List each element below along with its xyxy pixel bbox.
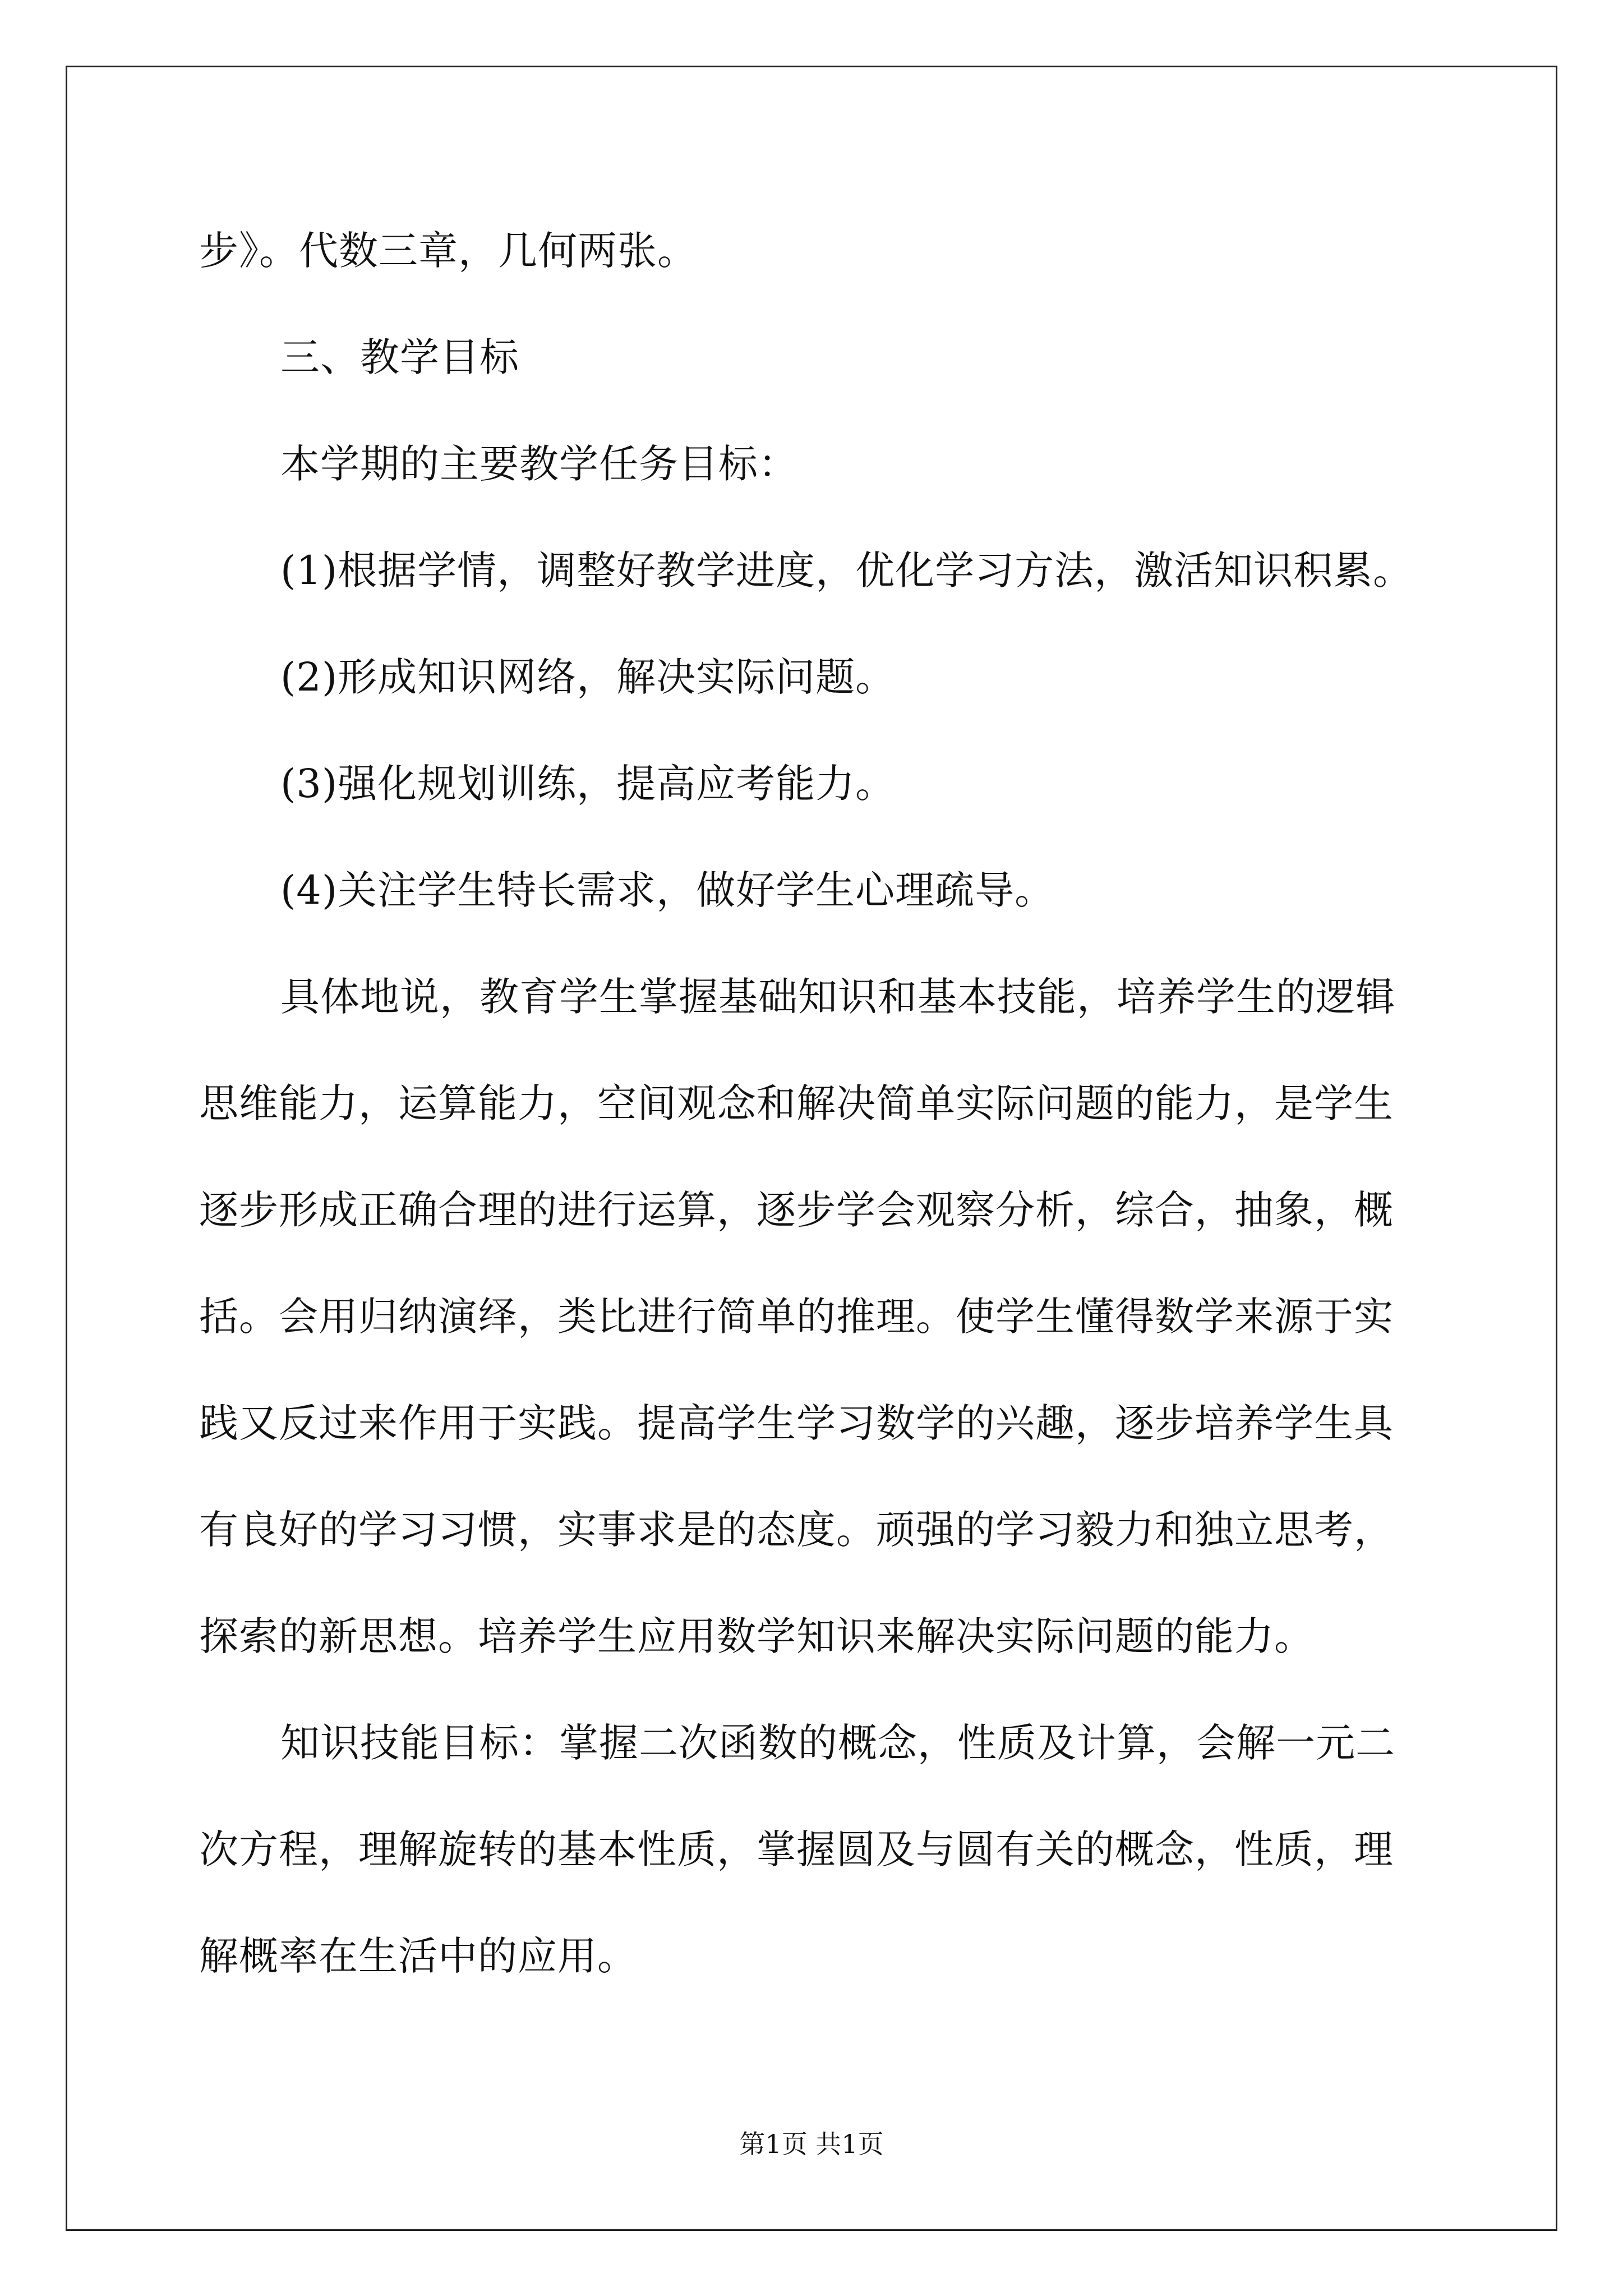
paragraph-line: 思维能力，运算能力，空间观念和解决简单实际问题的能力，是学生 — [199, 1080, 1394, 1126]
paragraph-line: 逐步形成正确合理的进行运算，逐步学会观察分析，综合，抽象，概 — [199, 1187, 1394, 1233]
paragraph-line: 括。会用归纳演绎，类比进行简单的推理。使学生懂得数学来源于实 — [199, 1294, 1394, 1340]
text-line-3: 本学期的主要教学任务目标： — [280, 441, 798, 487]
section-heading: 三、教学目标 — [280, 334, 519, 380]
paragraph-line: 具体地说，教育学生掌握基础知识和基本技能，培养学生的逻辑 — [280, 974, 1395, 1020]
paragraph-line: 践又反过来作用于实践。提高学生学习数学的兴趣，逐步培养学生具 — [199, 1400, 1394, 1446]
goal-item-4: (4)关注学生特长需求，做好学生心理疏导。 — [280, 867, 1055, 913]
paragraph-line: 知识技能目标：掌握二次函数的概念，性质及计算，会解一元二 — [280, 1720, 1395, 1766]
goal-item-2: (2)形成知识网络，解决实际问题。 — [280, 654, 896, 700]
paragraph-line: 有良好的学习习惯，实事求是的态度。顽强的学习毅力和独立思考， — [199, 1507, 1394, 1553]
page-border — [66, 66, 1557, 2231]
text-line-1: 步》。代数三章，几何两张。 — [199, 228, 697, 274]
paragraph-line: 解概率在生活中的应用。 — [199, 1933, 637, 1979]
paragraph-line: 次方程，理解旋转的基本性质，掌握圆及与圆有关的概念，性质，理 — [199, 1826, 1394, 1872]
paragraph-line: 探索的新思想。培养学生应用数学知识来解决实际问题的能力。 — [199, 1613, 1314, 1659]
page-footer: 第1页 共1页 — [739, 2129, 884, 2159]
goal-item-3: (3)强化规划训练，提高应考能力。 — [280, 761, 896, 807]
goal-item-1: (1)根据学情，调整好教学进度，优化学习方法，激活知识积累。 — [280, 547, 1413, 593]
